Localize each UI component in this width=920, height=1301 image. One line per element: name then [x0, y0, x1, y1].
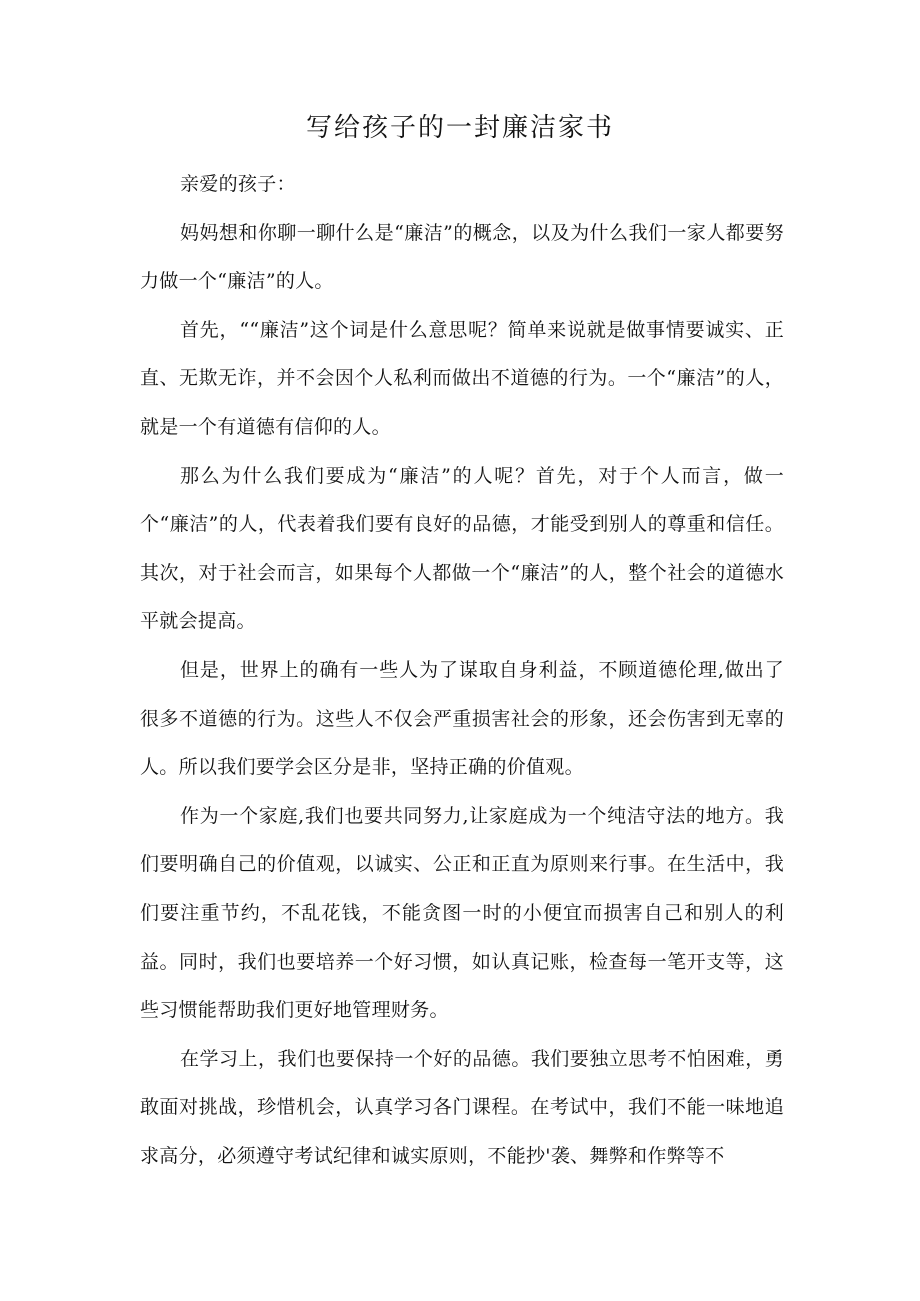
- document-body: [140, 160, 784, 1180]
- salutation: 亲爱的孩子：: [180, 173, 296, 195]
- paragraph-1: 妈妈想和你聊一聊什么是“廉洁”的概念，以及为什么我们一家人都要努力做一个“廉洁”的人。: [140, 221, 784, 293]
- paragraph-5: 作为一个家庭,我们也要共同努力,让家庭成为一个纯洁守法的地方。我们要明确自己的价值观，以诚实、公正和正直为原则来行事。在生活中，我们要注重节约，不乱花钱，不能贪图一时的小便宜而损害自己和别人的利益。同时，我们也要培养一个好习惯，如认真记账，检查每一笔开支等，这些习惯能帮助我们更好地管理财务。: [140, 804, 784, 1022]
- paragraph-2: 首先，““廉洁”这个词是什么意思呢？简单来说就是做事情要诚实、正直、无欺无诈，并不会因个人私利而做出不道德的行为。一个“廉洁”的人，就是一个有道德有信仰的人。: [140, 318, 784, 438]
- paragraph-3: 那么为什么我们要成为“廉洁”的人呢？首先，对于个人而言，做一个“廉洁”的人，代表着我们要有良好的品德，才能受到别人的尊重和信任。其次，对于社会而言，如果每个人都做一个“廉洁”的人，整个社会的道德水平就会提高。: [140, 464, 784, 633]
- paragraph-6: 在学习上，我们也要保持一个好的品德。我们要独立思考不怕困难，勇敢面对挑战，珍惜机会，认真学习各门课程。在考试中，我们不能一味地追求高分，必须遵守考试纪律和诚实原则，不能抄'袭、舞弊和作弊等不: [140, 1047, 784, 1167]
- paragraph-4: 但是，世界上的确有一些人为了谋取自身利益，不顾道德伦理,做出了很多不道德的行为。这些人不仅会严重损害社会的形象，还会伤害到无辜的人。所以我们要学会区分是非，坚持正确的价值观。: [140, 658, 784, 779]
- document-title: 写给孩子的一封廉洁家书: [305, 113, 614, 143]
